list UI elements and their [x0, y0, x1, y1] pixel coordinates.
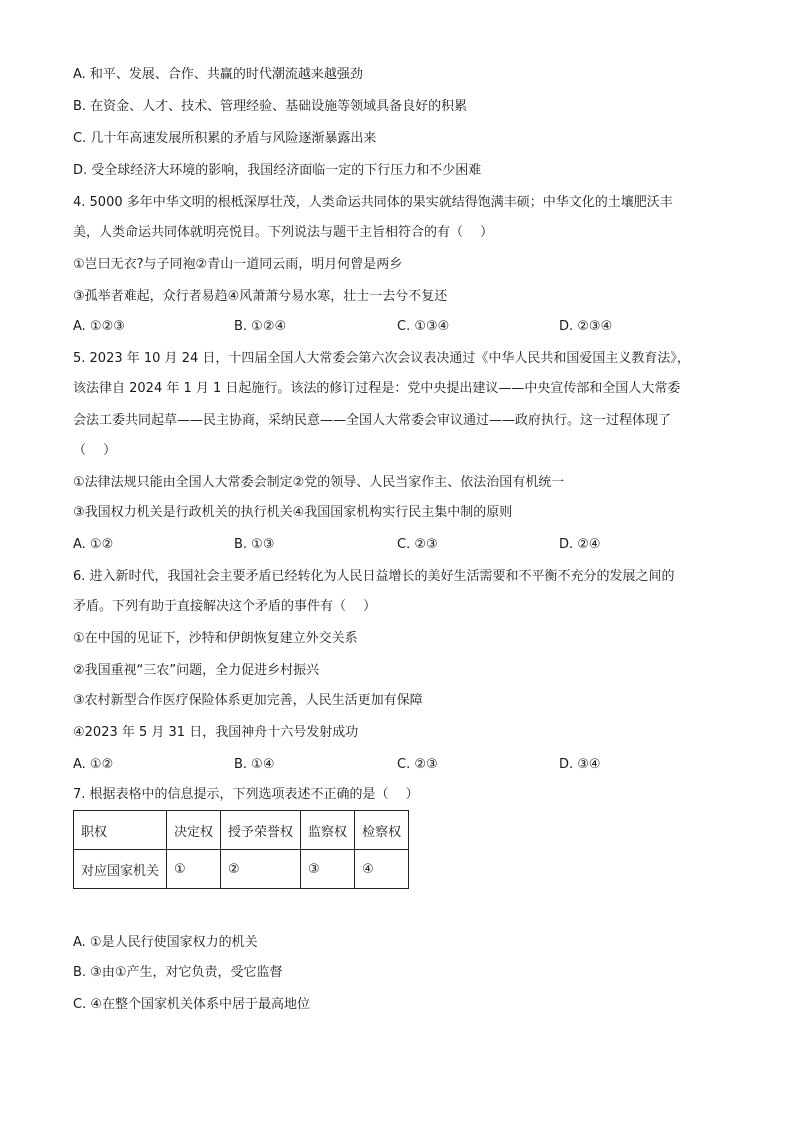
q6-option-c: C. ②③	[397, 757, 438, 772]
q5-option-d: D. ②④	[559, 537, 601, 552]
q6-option-b: B. ①④	[234, 757, 275, 772]
table-cell: ④	[355, 850, 409, 889]
q5-option-c: C. ②③	[397, 537, 438, 552]
q7-stem: 7. 根据表格中的信息提示，下列选项表述不正确的是（ ）	[73, 787, 419, 802]
q4-option-a: A. ①②③	[73, 319, 125, 334]
table-header-cell: 授予荣誉权	[221, 811, 301, 850]
table-header-cell: 监察权	[301, 811, 355, 850]
q6-item-3: ③农村新型合作医疗保险体系更加完善，人民生活更加有保障	[73, 693, 423, 708]
q4-option-c: C. ①③④	[397, 319, 450, 334]
q5-stem-line-1: 5. 2023 年 10 月 24 日，十四届全国人大常委会第六次会议表决通过《中华人民共和国爱国主义教育法》，	[73, 351, 690, 366]
q6-stem-line-2: 矛盾。下列有助于直接解决这个矛盾的事件有（ ）	[73, 599, 377, 614]
table-header-cell: 决定权	[167, 811, 221, 850]
q4-stem-line-2: 美，人类命运共同体就明亮悦目。下列说法与题干主旨相符合的有（ ）	[73, 225, 494, 240]
table-cell: 对应国家机关	[74, 850, 167, 889]
table-row	[74, 850, 409, 889]
q6-item-2: ②我国重视“三农”问题，全力促进乡村振兴	[73, 663, 320, 678]
q7-table	[73, 810, 409, 889]
q3-option-a: A. 和平、发展、合作、共赢的时代潮流越来越强劲	[73, 67, 363, 82]
q6-item-1: ①在中国的见证下，沙特和伊朗恢复建立外交关系	[73, 631, 358, 646]
q5-stem-line-2: 该法律自 2024 年 1 月 1 日起施行。该法的修订过程是：党中央提出建议——中央宣传部和全国人大常委	[73, 381, 681, 396]
q4-item-1: ①岂曰无衣?与子同袍②青山一道同云雨，明月何曾是两乡	[73, 257, 403, 272]
q5-item-1: ①法律法规只能由全国人大常委会制定②党的领导、人民当家作主、依法治国有机统一	[73, 475, 565, 490]
q4-option-d: D. ②③④	[559, 319, 613, 334]
q5-item-2: ③我国权力机关是行政机关的执行机关④我国国家机构实行民主集中制的原则	[73, 505, 513, 520]
q5-option-b: B. ①③	[234, 537, 275, 552]
q3-option-c: C. 几十年高速发展所积累的矛盾与风险逐渐暴露出来	[73, 131, 377, 146]
table-header-cell: 检察权	[355, 811, 409, 850]
q6-item-4: ④2023 年 5 月 31 日，我国神舟十六号发射成功	[73, 725, 359, 740]
q5-stem-line-3: 会法工委共同起草——民主协商，采纳民意——全国人大常委会审议通过——政府执行。这一过程体现了	[73, 413, 672, 428]
q5-option-a: A. ①②	[73, 537, 114, 552]
q4-option-b: B. ①②④	[234, 319, 287, 334]
table-cell: ②	[221, 850, 301, 889]
table-header-row	[74, 811, 409, 850]
q7-option-b: B. ③由①产生，对它负责，受它监督	[73, 965, 283, 980]
q6-option-a: A. ①②	[73, 757, 114, 772]
table-cell: ③	[301, 850, 355, 889]
q6-stem-line-1: 6. 进入新时代，我国社会主要矛盾已经转化为人民日益增长的美好生活需要和不平衡不充分的发展之间的	[73, 569, 675, 584]
q4-stem-line-1: 4. 5000 多年中华文明的根柢深厚壮茂，人类命运共同体的果实就结得饱满丰硕；中华文化的土壤肥沃丰	[73, 195, 673, 210]
q3-option-b: B. 在资金、人才、技术、管理经验、基础设施等领域具备良好的积累	[73, 99, 468, 114]
q6-option-d: D. ③④	[559, 757, 601, 772]
table-cell: ①	[167, 850, 221, 889]
table-header-cell: 职权	[74, 811, 167, 850]
q5-stem-line-4: （ ）	[73, 443, 117, 458]
q3-option-d: D. 受全球经济大环境的影响，我国经济面临一定的下行压力和不少困难	[73, 163, 482, 178]
q4-item-2: ③孤举者难起，众行者易趋④风萧萧兮易水寒，壮士一去兮不复还	[73, 289, 448, 304]
q7-option-c: C. ④在整个国家机关体系中居于最高地位	[73, 997, 310, 1012]
q7-option-a: A. ①是人民行使国家权力的机关	[73, 935, 258, 950]
